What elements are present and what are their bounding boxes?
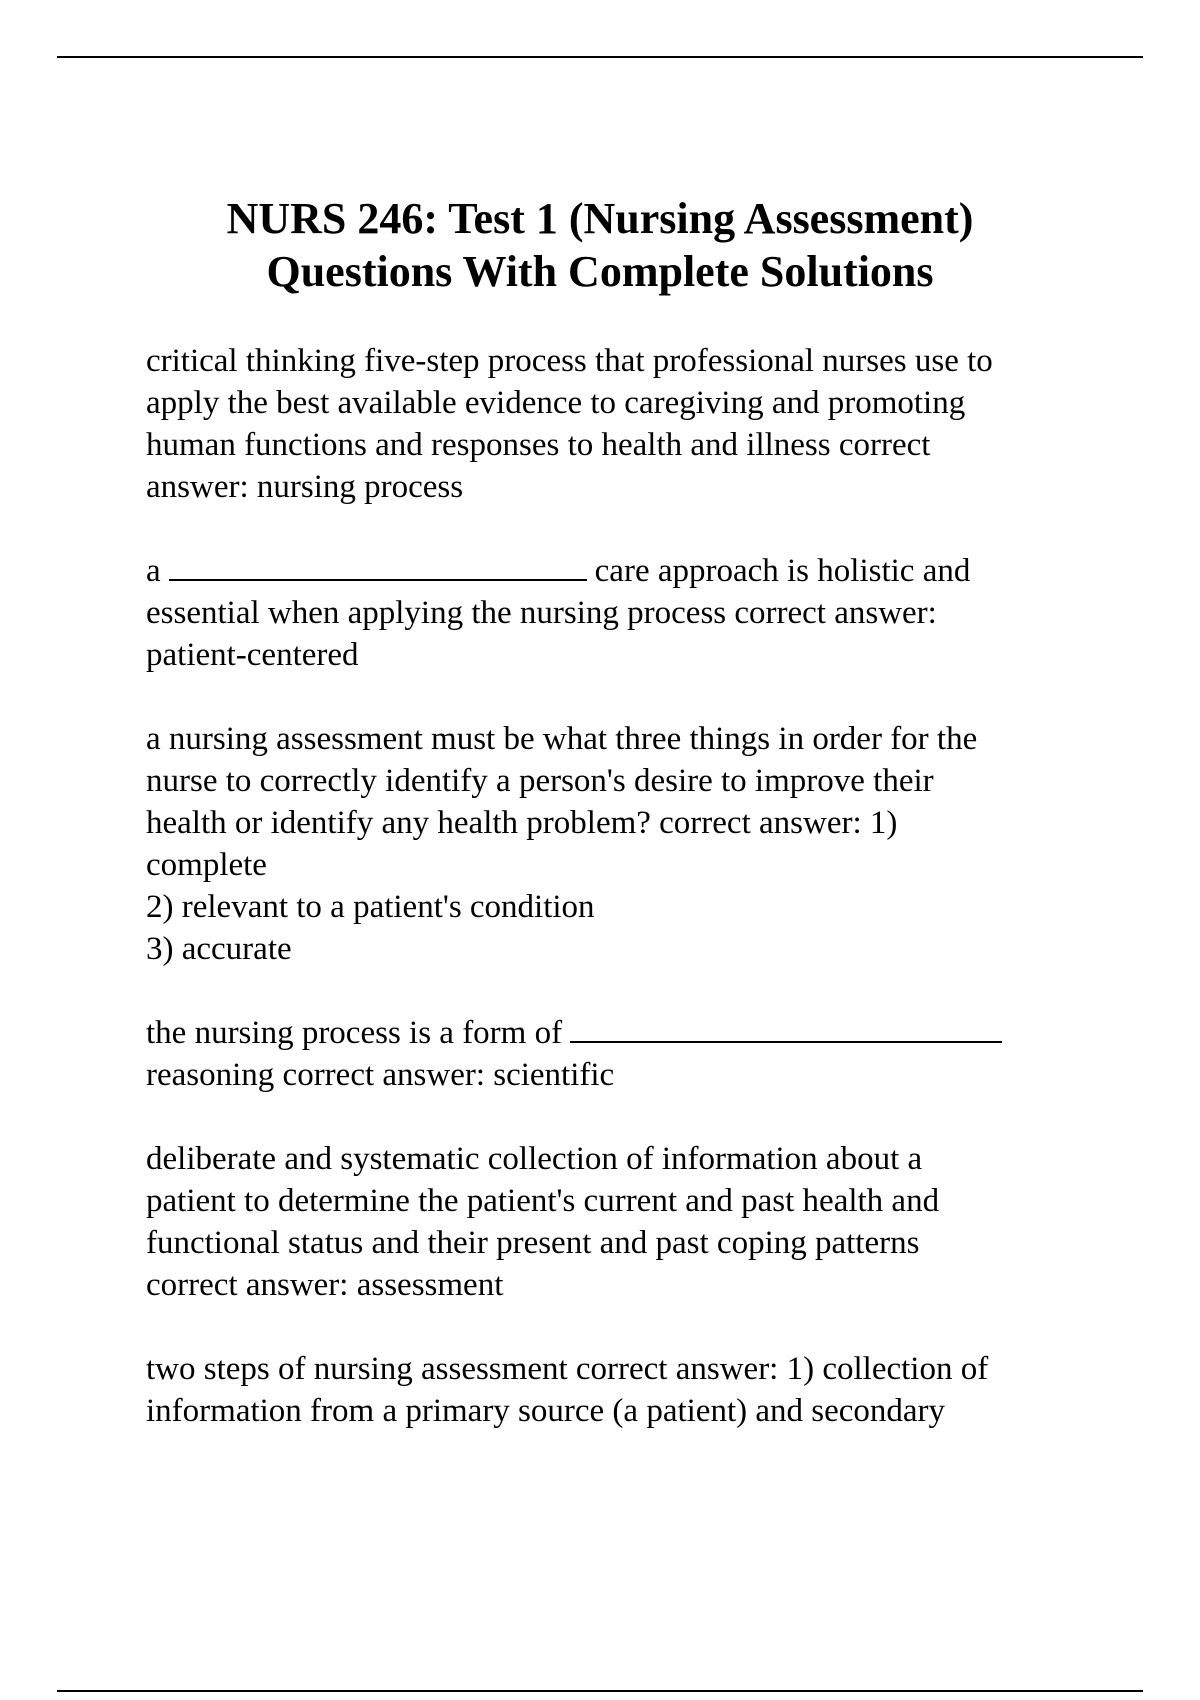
- qa-item-2: [146, 550, 1106, 676]
- text-line: apply the best available evidence to caregiving and promoting: [146, 385, 966, 421]
- qa-item-4: [146, 1012, 1106, 1096]
- fill-in-blank: [570, 1013, 1002, 1043]
- text-line: correct answer: assessment: [146, 1267, 504, 1303]
- text-line: deliberate and systematic collection of information about a: [146, 1141, 923, 1177]
- text-line: reasoning correct answer: scientific: [146, 1057, 615, 1093]
- header-rule: [57, 56, 1143, 58]
- footer-rule: [57, 1690, 1143, 1692]
- text-line: patient-centered: [146, 637, 359, 673]
- text-line: answer: nursing process: [146, 469, 464, 505]
- text-line: critical thinking five-step process that professional nurses use to: [146, 343, 993, 379]
- qa-item-3: [146, 718, 1106, 970]
- text-line: functional status and their present and past coping patterns: [146, 1225, 920, 1261]
- text-line: 3) accurate: [146, 931, 292, 967]
- text-fragment: the nursing process is a form of: [146, 1015, 563, 1051]
- qa-item-6: [146, 1348, 1106, 1432]
- text-line: information from a primary source (a patient) and secondary: [146, 1393, 946, 1429]
- text-fragment: a: [146, 553, 161, 589]
- text-line: patient to determine the patient's current and past health and: [146, 1183, 940, 1219]
- text-fragment: care approach is holistic and: [594, 553, 971, 589]
- text-line: [146, 550, 1106, 592]
- text-line: a nursing assessment must be what three things in order for the: [146, 721, 978, 757]
- document-body: [146, 340, 1106, 1474]
- title-line-2: Questions With Complete Solutions: [266, 247, 934, 296]
- text-line: complete: [146, 847, 267, 883]
- page-title: [60, 192, 1140, 298]
- text-line: human functions and responses to health and illness correct: [146, 427, 931, 463]
- text-line: essential when applying the nursing process correct answer:: [146, 595, 937, 631]
- fill-in-blank: [169, 551, 587, 581]
- text-line: nurse to correctly identify a person's desire to improve their: [146, 763, 934, 799]
- qa-item-1: [146, 340, 1106, 508]
- title-line-1: NURS 246: Test 1 (Nursing Assessment): [226, 194, 974, 243]
- text-line: [146, 1012, 1106, 1054]
- text-line: two steps of nursing assessment correct answer: 1) collection of: [146, 1351, 989, 1387]
- qa-item-5: [146, 1138, 1106, 1306]
- text-line: health or identify any health problem? correct answer: 1): [146, 805, 898, 841]
- text-line: 2) relevant to a patient's condition: [146, 889, 595, 925]
